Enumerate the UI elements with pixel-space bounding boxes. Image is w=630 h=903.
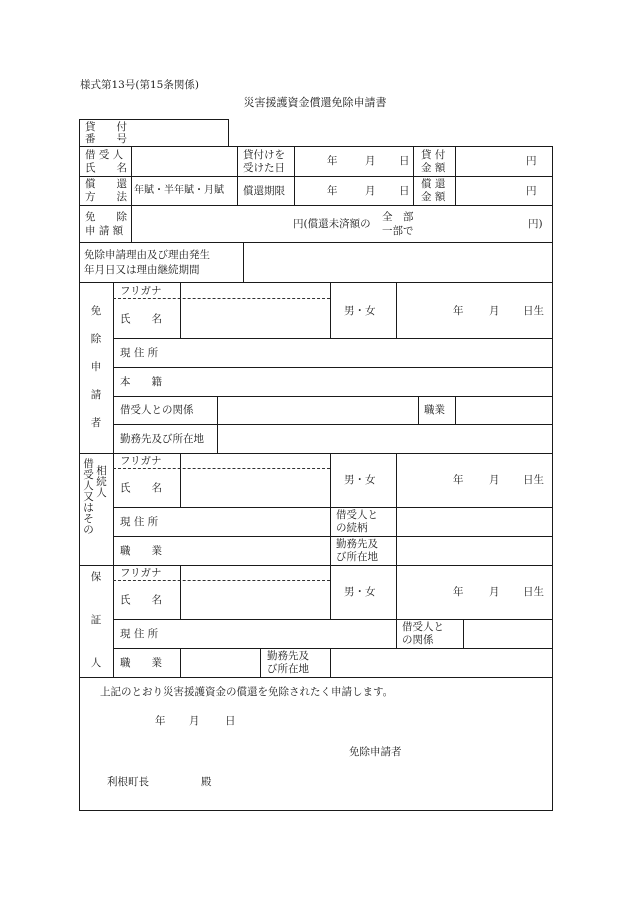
heir-gender[interactable]: 男・女 <box>344 474 376 486</box>
borrower-name-field[interactable] <box>132 147 236 175</box>
applicant-furigana-field[interactable] <box>181 283 329 297</box>
loan-amount-label-1: 貸 付 <box>421 149 446 161</box>
loan-date-label-2: 受けた日 <box>243 162 285 174</box>
heir-relation-label-2: の続柄 <box>336 522 368 534</box>
heir-side-col-1: 相 続 人 <box>96 465 107 499</box>
borrower-label-1: 借 受 人 <box>85 149 124 161</box>
applicant-workplace-field[interactable] <box>218 425 551 452</box>
exemption-label-1: 免 除 <box>85 211 127 223</box>
applicant-domicile-field[interactable] <box>181 368 551 395</box>
loan-number-label-1: 貸 付 <box>85 121 127 133</box>
honorific: 殿 <box>201 776 212 788</box>
application-date-field[interactable]: 年 月 日 <box>155 715 236 727</box>
reason-label-2: 年月日又は理由継続期間 <box>84 264 200 276</box>
heir-workplace-label-2: び所在地 <box>336 551 378 563</box>
heir-relation-field[interactable] <box>397 508 551 535</box>
applicant-gender[interactable]: 男・女 <box>344 305 376 317</box>
heir-workplace-field[interactable] <box>397 537 551 564</box>
applicant-side-char-5: 者 <box>90 417 102 429</box>
guarantor-address-field[interactable] <box>181 620 395 647</box>
loan-date-field[interactable]: 年 月 日 <box>327 155 410 167</box>
heir-name-field[interactable] <box>181 470 329 506</box>
loan-amount-label-2: 金 額 <box>421 162 446 174</box>
heir-occupation-label: 職 業 <box>120 545 162 557</box>
applicant-workplace-label: 勤務先及び所在地 <box>120 433 204 445</box>
heir-furigana-label: フリガナ <box>120 455 162 467</box>
repay-method-value[interactable]: 年賦・半年賦・月賦 <box>134 185 224 196</box>
applicant-occupation-field[interactable] <box>456 397 551 423</box>
heir-address-field[interactable] <box>181 508 329 535</box>
guarantor-side-char-1: 保 <box>90 571 102 583</box>
applicant-address-label: 現 住 所 <box>120 347 159 359</box>
repay-amount-field[interactable]: 円 <box>526 185 537 197</box>
reason-field[interactable] <box>244 243 551 281</box>
heir-address-label: 現 住 所 <box>120 516 159 528</box>
guarantor-occupation-field[interactable] <box>181 649 259 676</box>
applicant-relation-label: 借受人との関係 <box>120 404 194 416</box>
addressee: 利根町長 <box>107 776 149 788</box>
heir-relation-label-1: 借受人と <box>336 509 378 521</box>
applicant-signature-label: 免除申請者 <box>349 746 402 758</box>
applicant-side-char-1: 免 <box>90 305 102 317</box>
guarantor-relation-field[interactable] <box>464 620 551 647</box>
statement-text: 上記のとおり災害援護資金の償還を免除されたく申請します。 <box>100 686 394 698</box>
applicant-side-char-4: 請 <box>90 389 102 401</box>
applicant-side-char-2: 除 <box>90 333 102 345</box>
guarantor-gender[interactable]: 男・女 <box>344 586 376 598</box>
heir-side-col-2: 借 受 人 又 は そ の <box>83 458 94 536</box>
guarantor-occupation-label: 職 業 <box>120 657 162 669</box>
guarantor-furigana-field[interactable] <box>181 566 329 579</box>
guarantor-side-char-2: 証 <box>90 614 102 626</box>
loan-date-label-1: 貸付けを <box>243 149 285 161</box>
guarantor-side-char-3: 人 <box>90 657 102 669</box>
applicant-name-field[interactable] <box>181 300 329 337</box>
applicant-relation-field[interactable] <box>218 397 417 423</box>
applicant-furigana-label: フリガナ <box>120 285 162 297</box>
applicant-side-char-3: 申 <box>90 361 102 373</box>
guarantor-name-label: 氏 名 <box>120 594 162 606</box>
applicant-address-field[interactable] <box>181 339 551 366</box>
guarantor-relation-label-1: 借受人と <box>402 621 444 633</box>
heir-name-label: 氏 名 <box>120 482 162 494</box>
guarantor-relation-label-2: の関係 <box>402 634 434 646</box>
applicant-name-label: 氏 名 <box>120 313 162 325</box>
repay-method-label-1: 償 還 <box>85 178 127 190</box>
loan-number-label-2: 番 号 <box>85 133 127 145</box>
repay-deadline-label: 償還期限 <box>243 185 285 197</box>
guarantor-workplace-label-1: 勤務先及 <box>267 650 309 662</box>
reason-label-1: 免除申請理由及び理由発生 <box>84 249 210 261</box>
loan-number-field[interactable] <box>132 120 227 145</box>
guarantor-name-field[interactable] <box>181 582 329 618</box>
guarantor-workplace-field[interactable] <box>331 649 551 676</box>
exemption-label-2: 申 請 額 <box>85 225 124 237</box>
repay-amount-label-2: 金 額 <box>421 191 446 203</box>
repay-deadline-field[interactable]: 年 月 日 <box>327 185 410 197</box>
applicant-domicile-label: 本 籍 <box>120 376 162 388</box>
applicant-signature-field[interactable] <box>410 740 548 762</box>
repay-amount-label-1: 償 還 <box>421 178 446 190</box>
guarantor-birthdate-field[interactable]: 年 月 日生 <box>453 586 544 598</box>
form-title: 災害援護資金償還免除申請書 <box>243 96 387 109</box>
guarantor-address-label: 現 住 所 <box>120 628 159 640</box>
repay-method-label-2: 方 法 <box>85 191 127 203</box>
form-number: 様式第13号(第15条関係) <box>80 79 199 91</box>
heir-workplace-label-1: 勤務先及 <box>336 538 378 550</box>
heir-occupation-field[interactable] <box>181 537 329 564</box>
borrower-label-2: 氏 名 <box>85 162 127 174</box>
heir-furigana-field[interactable] <box>181 454 329 467</box>
applicant-birthdate-field[interactable]: 年 月 日生 <box>453 305 544 317</box>
applicant-occupation-label: 職業 <box>424 404 445 416</box>
guarantor-workplace-label-2: び所在地 <box>267 663 309 675</box>
heir-birthdate-field[interactable]: 年 月 日生 <box>453 474 544 486</box>
loan-amount-field[interactable]: 円 <box>526 155 537 167</box>
exemption-amount-field[interactable]: 円(償還未済額の 全 部 一部で 円) <box>293 211 543 237</box>
guarantor-furigana-label: フリガナ <box>120 567 162 579</box>
